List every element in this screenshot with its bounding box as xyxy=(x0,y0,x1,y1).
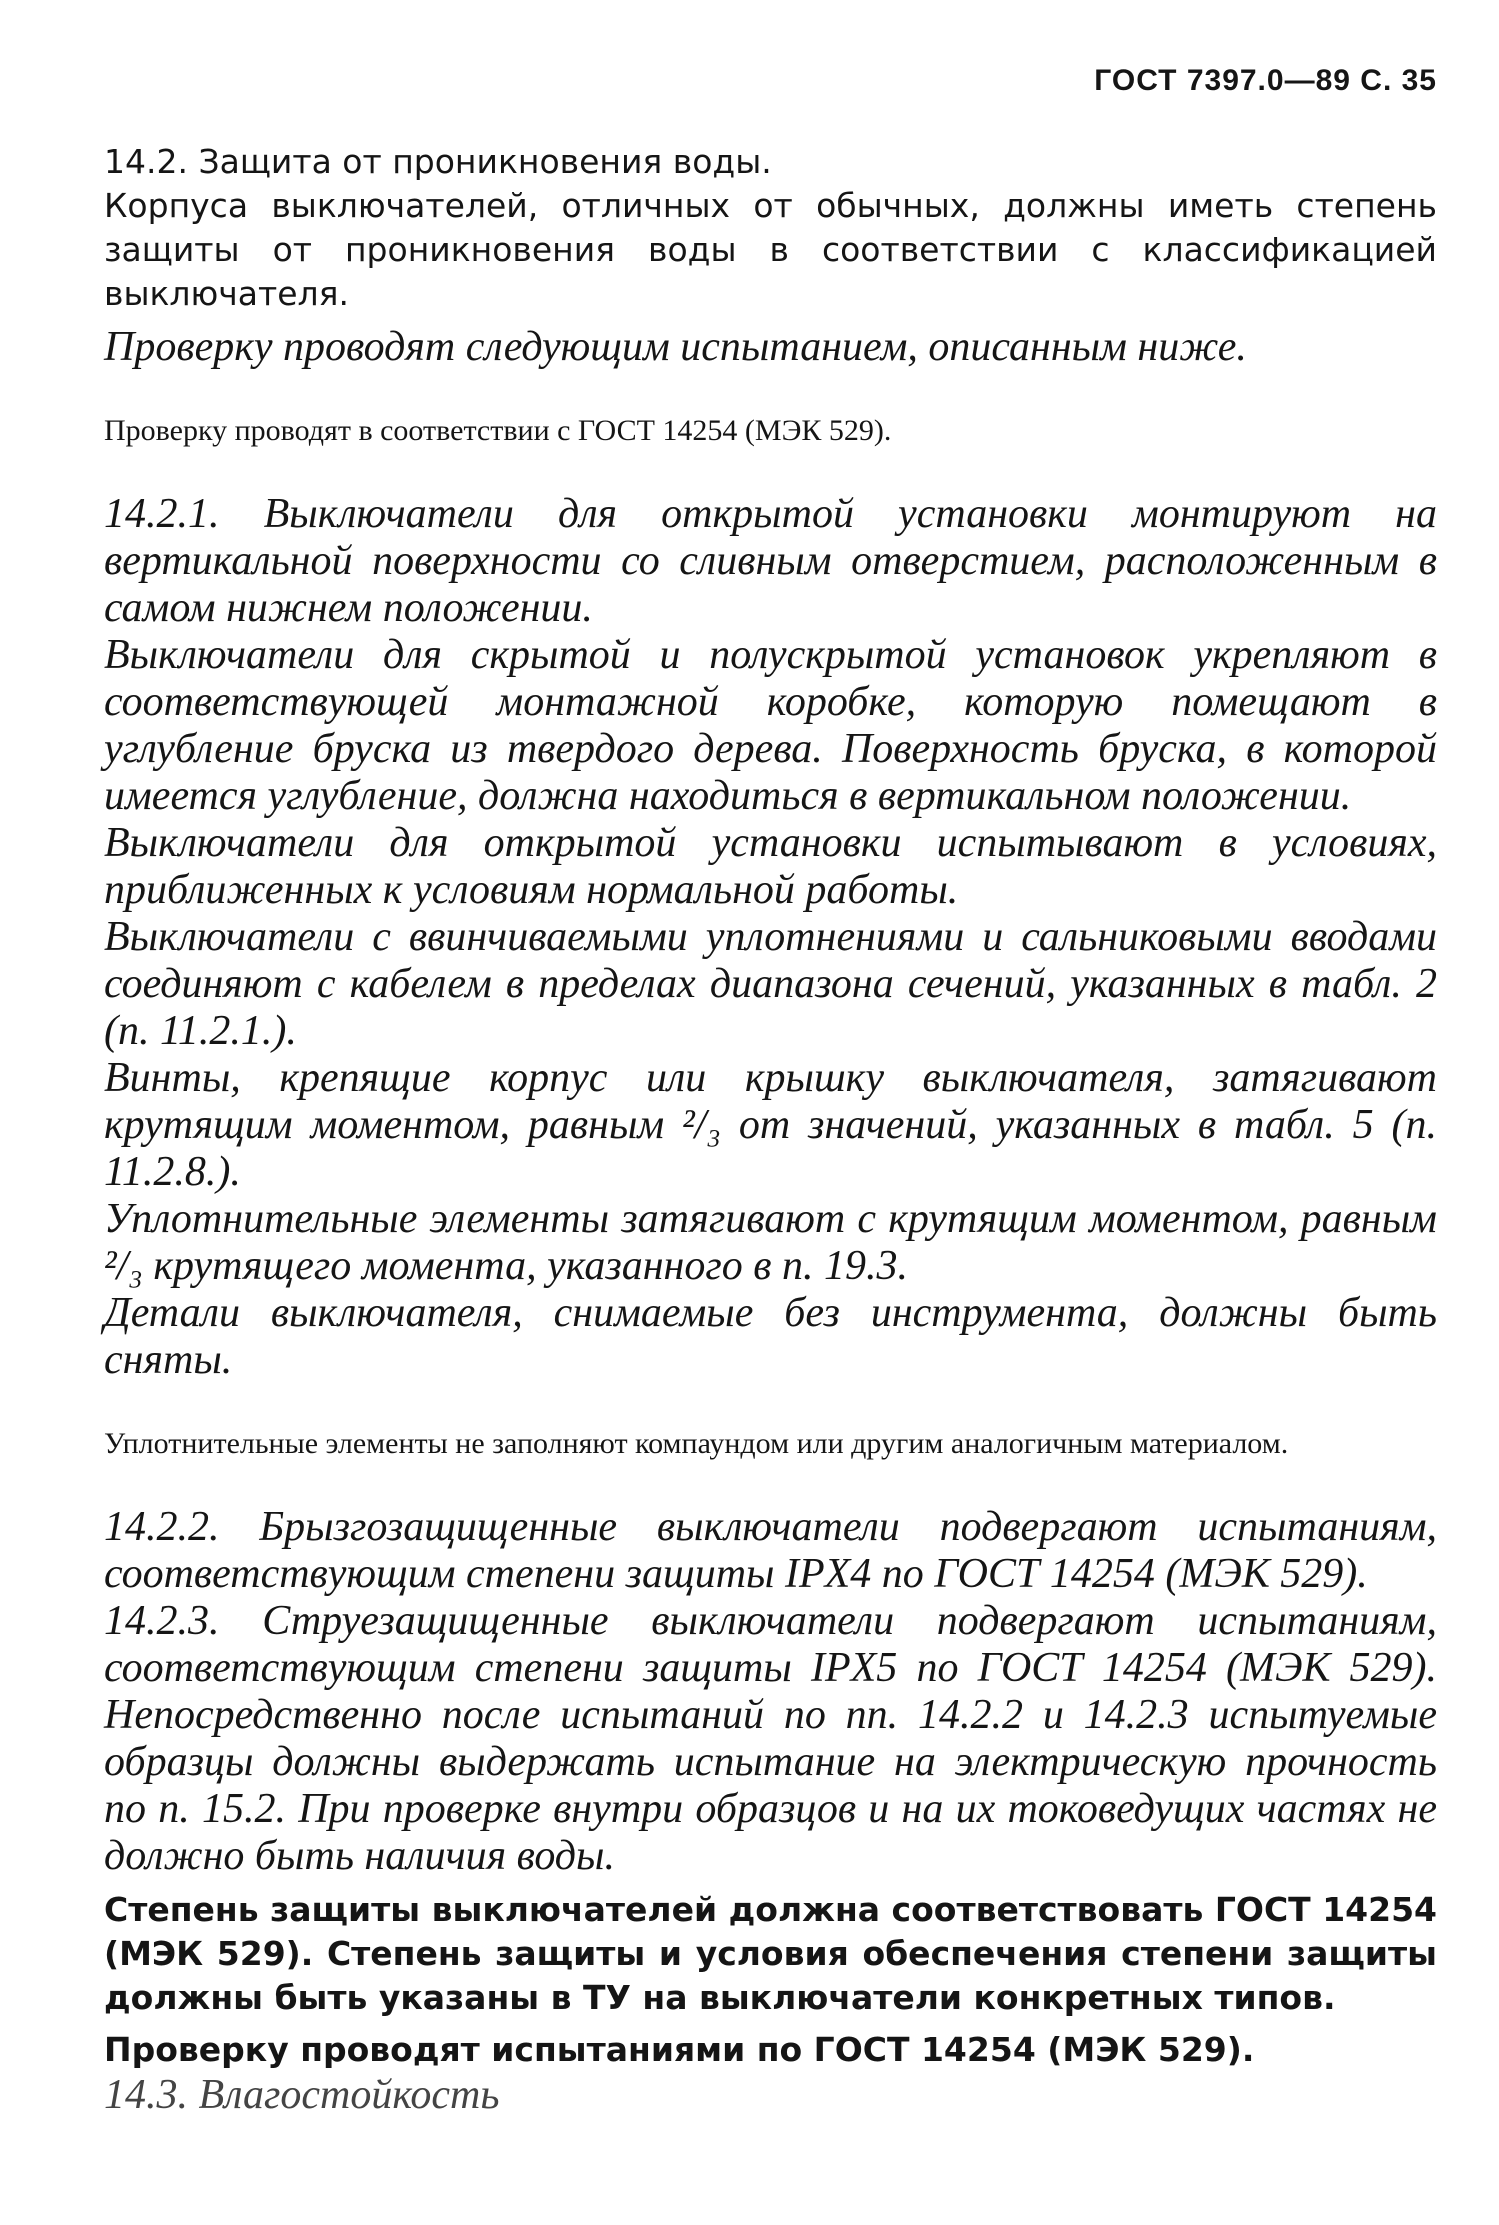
paragraph-italic: Выключатели для открытой установки испытывают в условиях, приближенных к условиям нормальной работы. xyxy=(104,820,1437,913)
paragraph-note: Уплотнительные элементы не заполняют компаундом или другим аналогичным материалом. xyxy=(104,1427,1289,1460)
paragraph-italic: Детали выключателя, снимаемые без инструмента, должны быть сняты. xyxy=(104,1290,1437,1383)
section-heading-partial: 14.3. Влагостойкость xyxy=(104,2072,500,2118)
paragraph-italic: Выключатели с ввинчиваемыми уплотнениями и сальниковыми вводами соединяют с кабелем в пределах диапазона сечений, указанных в табл. 2 (п. 11.2.1.). xyxy=(104,914,1437,1054)
paragraph-italic: Выключатели для скрытой и полускрытой установок укрепляют в соответствующей монтажной коробке, которую помещают в углубление бруска из твердого дерева. Поверхность бруска, в которой имеется углубление, должна находиться в вертикальном положении. xyxy=(104,632,1437,819)
paragraph-italic: 14.2.1. Выключатели для открытой установки монтируют на вертикальной поверхности со сливным отверстием, расположенным в самом нижнем положении. xyxy=(104,491,1437,631)
paragraph-bold: Степень защиты выключателей должна соответствовать ГОСТ 14254 (МЭК 529). Степень защиты и условия обеспечения степени защиты должны быть указаны в ТУ на выключатели конкретных типов. xyxy=(104,1890,1437,2017)
paragraph-note: Проверку проводят в соответствии с ГОСТ 14254 (МЭК 529). xyxy=(104,414,892,447)
paragraph-bold: Проверку проводят испытаниями по ГОСТ 14254 (МЭК 529). xyxy=(104,2030,1255,2069)
paragraph-italic: 14.2.2. Брызгозащищенные выключатели подвергают испытаниям, соответствующим степени защиты IPX4 по ГОСТ 14254 (МЭК 529). xyxy=(104,1504,1437,1597)
paragraph-italic: Уплотнительные элементы затягивают с крутящим моментом, равным ²/₃ крутящего момента, указанного в п. 19.3. xyxy=(104,1196,1437,1289)
paragraph-italic: Винты, крепящие корпус или крышку выключателя, затягивают крутящим моментом, равным ²/₃ от значений, указанных в табл. 5 (п. 11.2.8.). xyxy=(104,1055,1437,1195)
paragraph-italic: Проверку проводят следующим испытанием, описанным ниже. xyxy=(104,324,1247,370)
page-header: ГОСТ 7397.0—89 С. 35 xyxy=(1094,64,1437,97)
paragraph-italic: 14.2.3. Струезащищенные выключатели подвергают испытаниям, соответствующим степени защиты IPX5 по ГОСТ 14254 (МЭК 529). Непосредственно после испытаний по пп. 14.2.2 и 14.2.3 испытуемые образцы должны выдержать испытание на электрическую прочность по п. 15.2. При проверке внутри образцов и на их токоведущих частях не должно быть наличия воды. xyxy=(104,1598,1437,1879)
section-heading: 14.2. Защита от проникновения воды. xyxy=(104,142,772,181)
paragraph: Корпуса выключателей, отличных от обычных, должны иметь степень защиты от проникновения воды в соответствии с классификацией выключателя. xyxy=(104,186,1437,313)
